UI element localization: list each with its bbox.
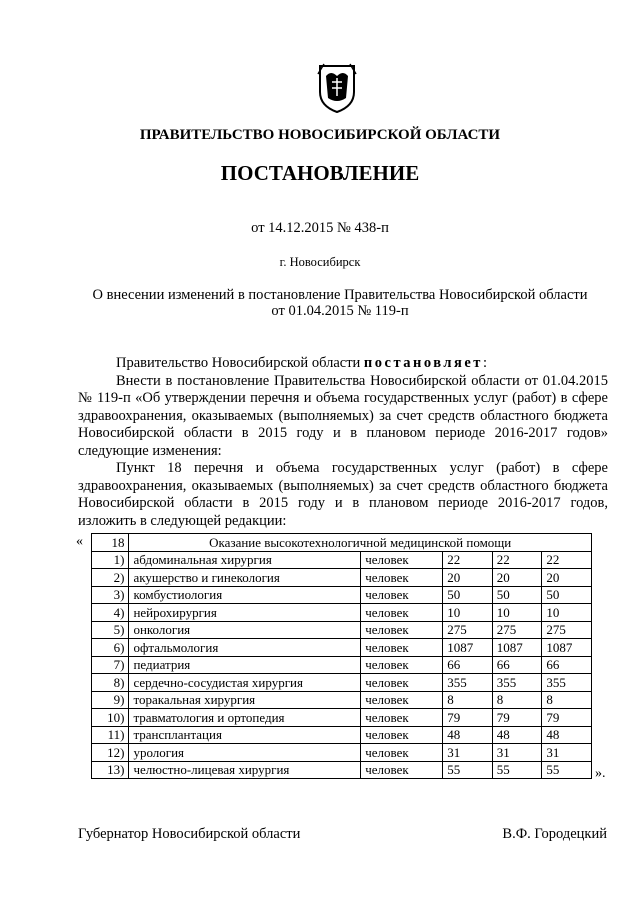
row-value-2017: 31 bbox=[542, 744, 592, 762]
row-value-2016: 22 bbox=[492, 551, 542, 569]
row-value-2015: 31 bbox=[443, 744, 493, 762]
table-row bbox=[92, 586, 592, 604]
header-number: 18 bbox=[92, 534, 129, 552]
row-number: 12) bbox=[92, 744, 129, 762]
row-name: сердечно-сосудистая хирургия bbox=[129, 674, 361, 692]
table-row bbox=[92, 744, 592, 762]
row-value-2016: 50 bbox=[492, 586, 542, 604]
row-value-2016: 31 bbox=[492, 744, 542, 762]
row-value-2015: 66 bbox=[443, 656, 493, 674]
table-row bbox=[92, 726, 592, 744]
row-unit: человек bbox=[361, 621, 443, 639]
paragraph-1-text: Правительство Новосибирской области bbox=[116, 355, 364, 371]
row-value-2017: 50 bbox=[542, 586, 592, 604]
row-number: 2) bbox=[92, 569, 129, 587]
row-value-2017: 8 bbox=[542, 691, 592, 709]
table-row bbox=[92, 691, 592, 709]
row-number: 9) bbox=[92, 691, 129, 709]
paragraph-1 bbox=[78, 355, 608, 373]
row-value-2015: 22 bbox=[443, 551, 493, 569]
quote-close: ». bbox=[595, 766, 606, 781]
row-value-2016: 79 bbox=[492, 709, 542, 727]
row-number: 4) bbox=[92, 604, 129, 622]
table-header-row bbox=[92, 534, 592, 552]
row-value-2016: 8 bbox=[492, 691, 542, 709]
row-value-2016: 1087 bbox=[492, 639, 542, 657]
row-value-2016: 55 bbox=[492, 761, 542, 779]
paragraph-3: Пункт 18 перечня и объема государственных услуг (работ) в сфере здравоохранения, оказываемых (выполняемых) за счет средств областного бюджета Новосибирской области в 2015 году и в плановом периоде 2016-2017 годов, изложить в следующей редакции: bbox=[78, 460, 608, 529]
row-value-2015: 55 bbox=[443, 761, 493, 779]
row-value-2015: 79 bbox=[443, 709, 493, 727]
table-row bbox=[92, 551, 592, 569]
row-value-2017: 1087 bbox=[542, 639, 592, 657]
table-row bbox=[92, 656, 592, 674]
row-unit: человек bbox=[361, 551, 443, 569]
row-value-2016: 66 bbox=[492, 656, 542, 674]
row-value-2016: 355 bbox=[492, 674, 542, 692]
row-value-2017: 55 bbox=[542, 761, 592, 779]
table-row bbox=[92, 761, 592, 779]
row-unit: человек bbox=[361, 569, 443, 587]
row-name: торакальная хирургия bbox=[129, 691, 361, 709]
row-unit: человек bbox=[361, 726, 443, 744]
row-value-2016: 10 bbox=[492, 604, 542, 622]
row-value-2015: 275 bbox=[443, 621, 493, 639]
row-value-2015: 1087 bbox=[443, 639, 493, 657]
row-value-2017: 10 bbox=[542, 604, 592, 622]
row-number: 6) bbox=[92, 639, 129, 657]
subject-line-1: О внесении изменений в постановление Правительства Новосибирской области bbox=[92, 287, 588, 303]
table-row bbox=[92, 674, 592, 692]
row-unit: человек bbox=[361, 639, 443, 657]
subject-line-2: от 01.04.2015 № 119-п bbox=[271, 303, 409, 319]
table-row bbox=[92, 621, 592, 639]
signer-name: В.Ф. Городецкий bbox=[502, 826, 607, 842]
document-subject bbox=[60, 287, 620, 319]
row-value-2017: 355 bbox=[542, 674, 592, 692]
coat-of-arms-icon bbox=[316, 62, 358, 114]
row-number: 1) bbox=[92, 551, 129, 569]
signer-title: Губернатор Новосибирской области bbox=[78, 826, 301, 842]
row-name: онкология bbox=[129, 621, 361, 639]
row-number: 8) bbox=[92, 674, 129, 692]
document-body bbox=[78, 355, 608, 530]
row-name: комбустиология bbox=[129, 586, 361, 604]
row-unit: человек bbox=[361, 691, 443, 709]
table-row bbox=[92, 709, 592, 727]
row-value-2017: 79 bbox=[542, 709, 592, 727]
row-value-2017: 275 bbox=[542, 621, 592, 639]
row-unit: человек bbox=[361, 744, 443, 762]
document-type: ПОСТАНОВЛЕНИЕ bbox=[220, 161, 420, 185]
header-title: Оказание высокотехнологичной медицинской помощи bbox=[129, 534, 592, 552]
city: г. Новосибирск bbox=[279, 255, 361, 269]
row-number: 10) bbox=[92, 709, 129, 727]
row-name: травматология и ортопедия bbox=[129, 709, 361, 727]
row-number: 13) bbox=[92, 761, 129, 779]
row-unit: человек bbox=[361, 761, 443, 779]
row-name: челюстно-лицевая хирургия bbox=[129, 761, 361, 779]
organization-title: ПРАВИТЕЛЬСТВО НОВОСИБИРСКОЙ ОБЛАСТИ bbox=[139, 127, 501, 143]
row-unit: человек bbox=[361, 656, 443, 674]
row-value-2017: 22 bbox=[542, 551, 592, 569]
row-name: трансплантация bbox=[129, 726, 361, 744]
row-value-2016: 20 bbox=[492, 569, 542, 587]
row-value-2015: 20 bbox=[443, 569, 493, 587]
row-name: абдоминальная хирургия bbox=[129, 551, 361, 569]
row-number: 11) bbox=[92, 726, 129, 744]
table-row bbox=[92, 569, 592, 587]
row-value-2015: 48 bbox=[443, 726, 493, 744]
row-value-2015: 50 bbox=[443, 586, 493, 604]
row-unit: человек bbox=[361, 709, 443, 727]
row-number: 7) bbox=[92, 656, 129, 674]
row-value-2016: 275 bbox=[492, 621, 542, 639]
row-value-2015: 8 bbox=[443, 691, 493, 709]
row-value-2017: 66 bbox=[542, 656, 592, 674]
row-unit: человек bbox=[361, 674, 443, 692]
row-name: офтальмология bbox=[129, 639, 361, 657]
row-value-2015: 355 bbox=[443, 674, 493, 692]
row-value-2016: 48 bbox=[492, 726, 542, 744]
row-value-2017: 20 bbox=[542, 569, 592, 587]
document-number: от 14.12.2015 № 438-п bbox=[251, 220, 389, 236]
paragraph-1-end: : bbox=[482, 355, 487, 371]
row-name: акушерство и гинекология bbox=[129, 569, 361, 587]
row-unit: человек bbox=[361, 604, 443, 622]
table-row bbox=[92, 639, 592, 657]
row-unit: человек bbox=[361, 586, 443, 604]
services-table bbox=[91, 533, 592, 779]
row-value-2017: 48 bbox=[542, 726, 592, 744]
row-value-2015: 10 bbox=[443, 604, 493, 622]
row-name: нейрохирургия bbox=[129, 604, 361, 622]
row-number: 5) bbox=[92, 621, 129, 639]
decree-word: постановляет bbox=[363, 355, 483, 371]
quote-open: « bbox=[76, 534, 83, 549]
paragraph-2: Внести в постановление Правительства Новосибирской области от 01.04.2015 № 119-п «Об утверждении перечня и объема государственных услуг (работ) в сфере здравоохранения, оказываемых (выполняемых) за счет средств областного бюджета Новосибирской области в 2015 году и в плановом периоде 2016-2017 годов» следующие изменения: bbox=[78, 372, 608, 459]
row-name: урология bbox=[129, 744, 361, 762]
table-row bbox=[92, 604, 592, 622]
row-number: 3) bbox=[92, 586, 129, 604]
row-name: педиатрия bbox=[129, 656, 361, 674]
